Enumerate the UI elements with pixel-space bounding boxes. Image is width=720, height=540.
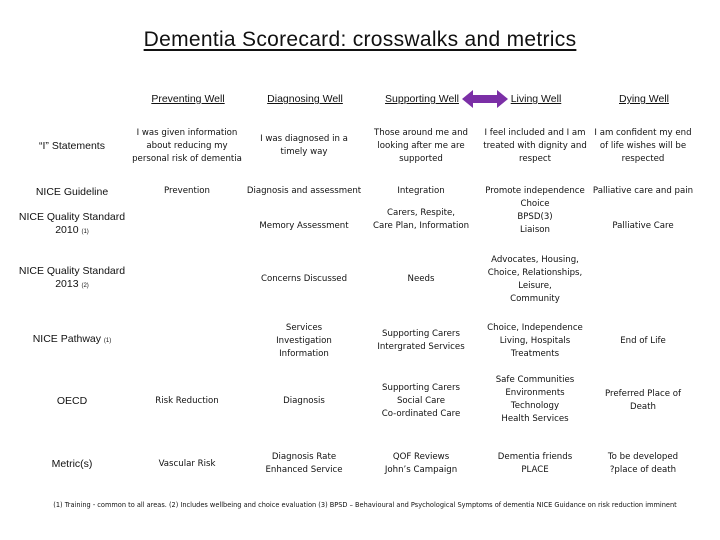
cell-pathway-diagnosing: Services Investigation Information [276, 322, 332, 359]
cell-i-statements-supporting: Those around me and looking after me are supported [374, 127, 468, 164]
cell-qs2010-dying: Palliative Care [612, 220, 674, 231]
cell-i-statements-dying: I am confident my end of life wishes will be respected [594, 127, 692, 164]
cell-oecd-diagnosing: Diagnosis [283, 395, 325, 406]
cell-metrics-dying: To be developed ?place of death [607, 452, 679, 475]
row-label-i-statements: “I” Statements [39, 139, 105, 152]
cell-qs2010-supporting: Carers, Respite, Care Plan, Information [372, 208, 470, 231]
cell-qs2013-living: Advocates, Housing, Choice, Relationships, Leisure, Community [487, 255, 583, 304]
row-label-oecd: OECD [56, 394, 88, 407]
cell-qs2013-supporting: Needs [407, 273, 435, 284]
cell-pathway-supporting: Supporting Carers Intergrated Services [377, 329, 465, 352]
cell-pathway-dying: End of Life [620, 335, 666, 346]
row-label-nice-pathway: NICE Pathway (1) [32, 332, 112, 345]
col-header-supporting-well: Supporting Well [385, 93, 459, 105]
cell-guideline-living: Promote independence Choice BPSD(3) Liaison [485, 186, 585, 235]
cell-oecd-living: Safe Communities Environments Technology Health Services [495, 375, 575, 424]
cell-metrics-preventing: Vascular Risk [158, 458, 216, 469]
row-label-nice-quality-standard-2010: NICE Quality Standard 2010 (1) [18, 211, 126, 236]
row-label-metrics: Metric(s) [51, 457, 93, 470]
col-header-preventing-well: Preventing Well [151, 93, 225, 105]
footnote: (1) Training - common to all areas. (2) Includes wellbeing and choice evaluation (3) BPSD – Behavioural and Psychological Symptoms of dementia NICE Guidance on risk reduction imminent [53, 501, 677, 509]
cell-guideline-dying: Palliative care and pain [592, 186, 694, 196]
row-label-nice-quality-standard-2013: NICE Quality Standard 2013 (2) [18, 265, 126, 290]
cell-oecd-preventing: Risk Reduction [155, 395, 219, 406]
col-header-dying-well: Dying Well [619, 93, 669, 105]
cell-qs2013-diagnosing: Concerns Discussed [260, 273, 348, 284]
cell-i-statements-preventing: I was given information about reducing my personal risk of dementia [132, 127, 242, 164]
cell-metrics-diagnosing: Diagnosis Rate Enhanced Service [265, 452, 343, 475]
cell-oecd-dying: Preferred Place of Death [604, 389, 682, 412]
cell-metrics-living: Dementia friends PLACE [497, 452, 573, 475]
cell-oecd-supporting: Supporting Carers Social Care Co-ordinated Care [381, 382, 461, 419]
double-headed-arrow-icon [462, 90, 508, 108]
cell-qs2010-diagnosing: Memory Assessment [259, 220, 349, 231]
cell-guideline-diagnosing: Diagnosis and assessment [246, 186, 362, 196]
col-header-living-well: Living Well [510, 93, 562, 105]
cell-guideline-supporting: Integration [397, 186, 445, 196]
cell-i-statements-diagnosing: I was diagnosed in a timely way [260, 134, 348, 157]
col-header-diagnosing-well: Diagnosing Well [267, 93, 343, 105]
cell-i-statements-living: I feel included and I am treated with dignity and respect [483, 127, 587, 164]
row-label-nice-guideline: NICE Guideline [35, 185, 109, 198]
page-title: Dementia Scorecard: crosswalks and metrics [143, 28, 577, 51]
cell-pathway-living: Choice, Independence Living, Hospitals Treatments [487, 322, 583, 359]
cell-metrics-supporting: QOF Reviews John’s Campaign [384, 452, 458, 475]
cell-guideline-preventing: Prevention [164, 186, 210, 196]
